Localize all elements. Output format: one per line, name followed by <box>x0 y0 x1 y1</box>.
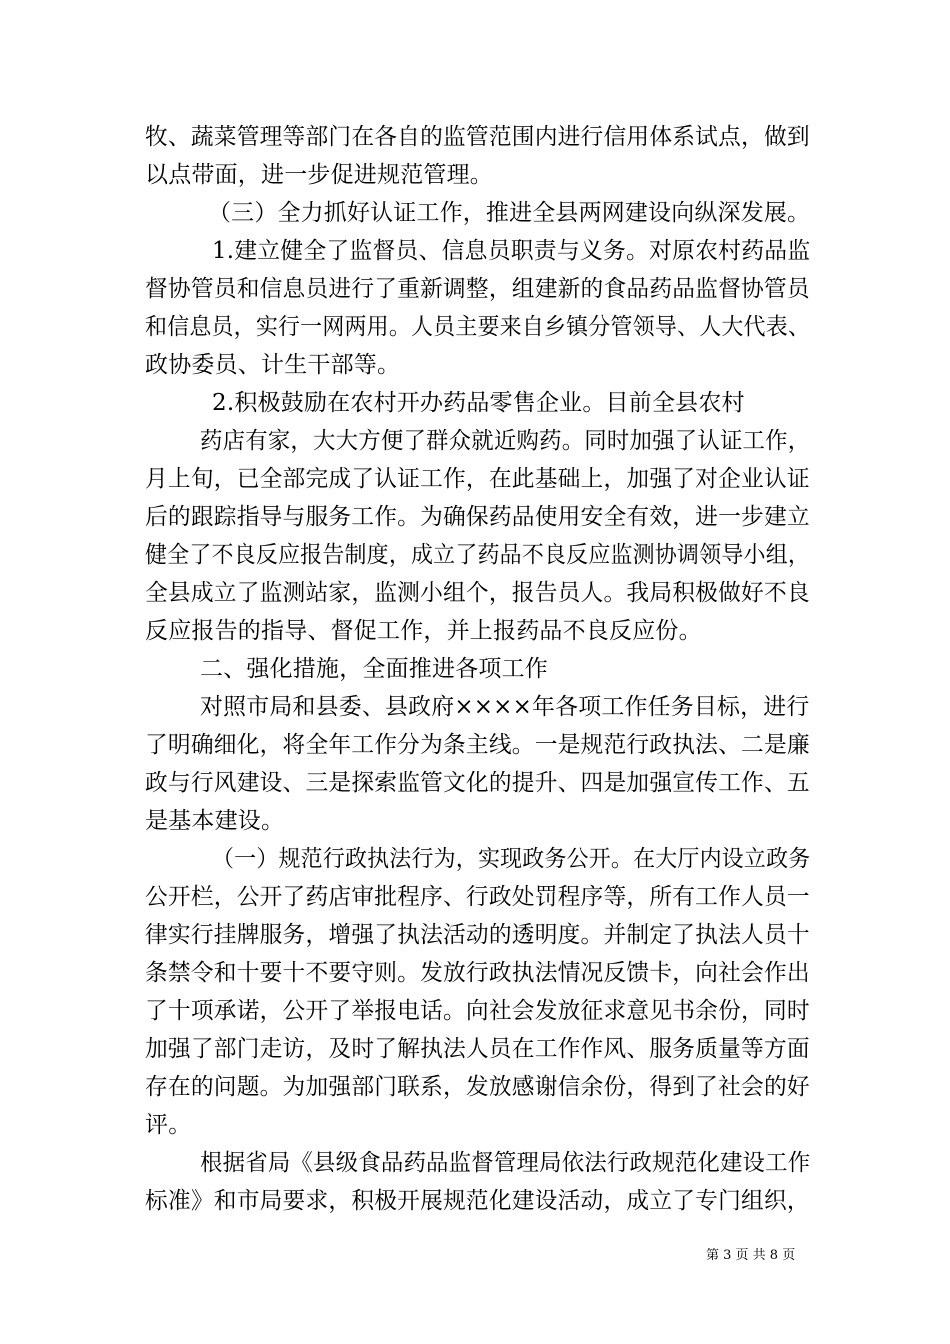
text-line: 标准》和市局要求，积极开展规范化建设活动，成立了专门组织， <box>145 1188 810 1214</box>
text-line: 条禁令和十要十不要守则。发放行政执法情况反馈卡，向社会作出 <box>145 960 810 986</box>
text-line: 了十项承诺，公开了举报电话。向社会发放征求意见书余份，同时 <box>145 998 810 1024</box>
text-line: 牧、蔬菜管理等部门在各自的监管范围内进行信用体系试点，做到 <box>145 124 810 150</box>
text-line: 月上旬，已全部完成了认证工作，在此基础上，加强了对企业认证 <box>145 466 810 492</box>
text-line: 1.建立健全了监督员、信息员职责与义务。对原农村药品监 <box>212 238 811 264</box>
text-line: 后的跟踪指导与服务工作。为确保药品使用安全有效，进一步建立 <box>145 504 810 530</box>
text-line: 政与行风建设、三是探索监管文化的提升、四是加强宣传工作、五 <box>145 770 810 796</box>
text-line: 反应报告的指导、督促工作，并上报药品不良反应份。 <box>145 618 702 644</box>
text-line: 了明确细化，将全年工作分为条主线。一是规范行政执法、二是廉 <box>145 732 810 758</box>
text-line: 公开栏，公开了药店审批程序、行政处罚程序等，所有工作人员一 <box>145 884 810 910</box>
text-line: （一）规范行政执法行为，实现政务公开。在大厅内设立政务 <box>212 846 811 872</box>
text-line: 以点带面，进一步促进规范管理。 <box>145 162 493 188</box>
text-line: 和信息员，实行一网两用。人员主要来自乡镇分管领导、人大代表、 <box>145 314 811 340</box>
text-line: 律实行挂牌服务，增强了执法活动的透明度。并制定了执法人员十 <box>145 922 810 948</box>
text-line: 加强了部门走访，及时了解执法人员在工作作风、服务质量等方面 <box>145 1036 810 1062</box>
text-line: 根据省局《县级食品药品监督管理局依法行政规范化建设工作 <box>200 1150 811 1176</box>
text-line: 存在的问题。为加强部门联系，发放感谢信余份，得到了社会的好 <box>145 1074 810 1100</box>
text-line: 健全了不良反应报告制度，成立了药品不良反应监测协调领导小组， <box>145 542 811 568</box>
section-heading: （三）全力抓好认证工作，推进全县两网建设向纵深发展。 <box>208 200 811 226</box>
text-line: 督协管员和信息员进行了重新调整，组建新的食品药品监督协管员 <box>145 276 810 302</box>
text-line: 全县成立了监测站家，监测小组个，报告员人。我局积极做好不良 <box>145 580 810 606</box>
text-line: 对照市局和县委、县政府××××年各项工作任务目标，进行 <box>200 694 810 720</box>
section-heading: 二、强化措施，全面推进各项工作 <box>200 656 548 682</box>
page-number-footer: 第 3 页 共 8 页 <box>706 1248 796 1263</box>
text-line: 政协委员、计生干部等。 <box>145 352 401 378</box>
text-line: 药店有家，大大方便了群众就近购药。同时加强了认证工作， <box>200 428 811 454</box>
text-line: 评。 <box>145 1112 192 1138</box>
text-line: 是基本建设。 <box>145 808 285 834</box>
text-line: 2.积极鼓励在农村开办药品零售企业。目前全县农村 <box>212 390 745 416</box>
